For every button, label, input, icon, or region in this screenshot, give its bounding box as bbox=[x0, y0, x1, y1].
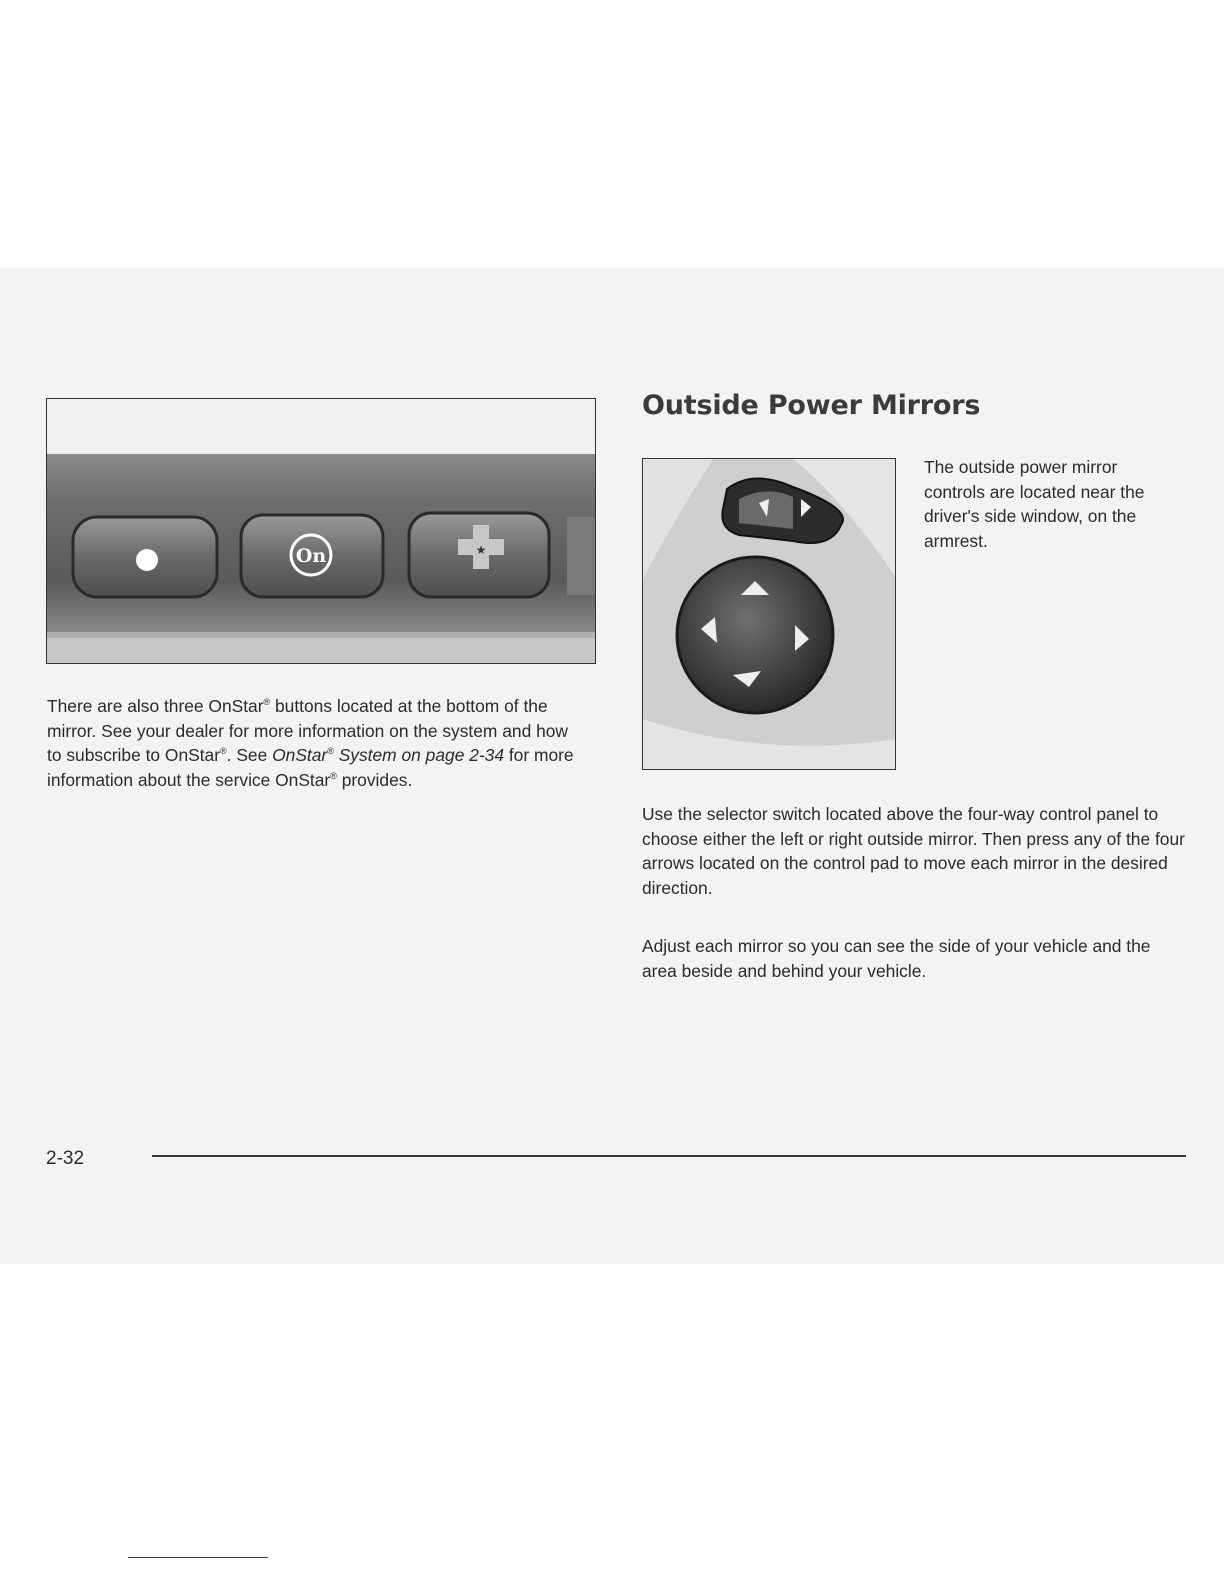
mirror-intro-paragraph: The outside power mirror controls are located near the driver's side window, on the armrest. bbox=[924, 457, 1145, 551]
margin-mark bbox=[128, 1557, 268, 1558]
onstar-buttons-paragraph: There are also three OnStar® buttons located at the bottom of the mirror. See your dealer for more information on the system and how to subscribe to OnStar®. See OnStar® System on page 2-34 for more information about the service OnStar® provides. bbox=[47, 696, 574, 790]
mirror-controls-figure bbox=[642, 458, 896, 770]
footer-rule bbox=[152, 1155, 1186, 1157]
svg-text:On: On bbox=[295, 545, 327, 567]
star-plus-button bbox=[409, 513, 549, 597]
svg-text:★: ★ bbox=[475, 543, 487, 557]
mirror-adjust-paragraph: Adjust each mirror so you can see the side of your vehicle and the area beside and behind your vehicle. bbox=[642, 936, 1151, 981]
mirror-instructions-paragraph: Use the selector switch located above the four-way control panel to choose either the left or right outside mirror. Then press any of the four arrows located on the control pad to move each mirror in the desired direction. bbox=[642, 804, 1185, 898]
dot-button bbox=[73, 517, 217, 597]
onstar-buttons-figure bbox=[46, 398, 596, 664]
four-way-control-pad bbox=[677, 557, 833, 713]
onstar-logo-button bbox=[241, 515, 383, 597]
mirror-controls-photo bbox=[643, 459, 896, 770]
onstar-buttons-photo bbox=[47, 399, 596, 664]
onstar-system-reference[interactable]: OnStar® System on page 2-34 bbox=[272, 745, 505, 765]
section-heading: Outside Power Mirrors bbox=[642, 390, 981, 421]
page-number: 2-32 bbox=[46, 1148, 85, 1169]
